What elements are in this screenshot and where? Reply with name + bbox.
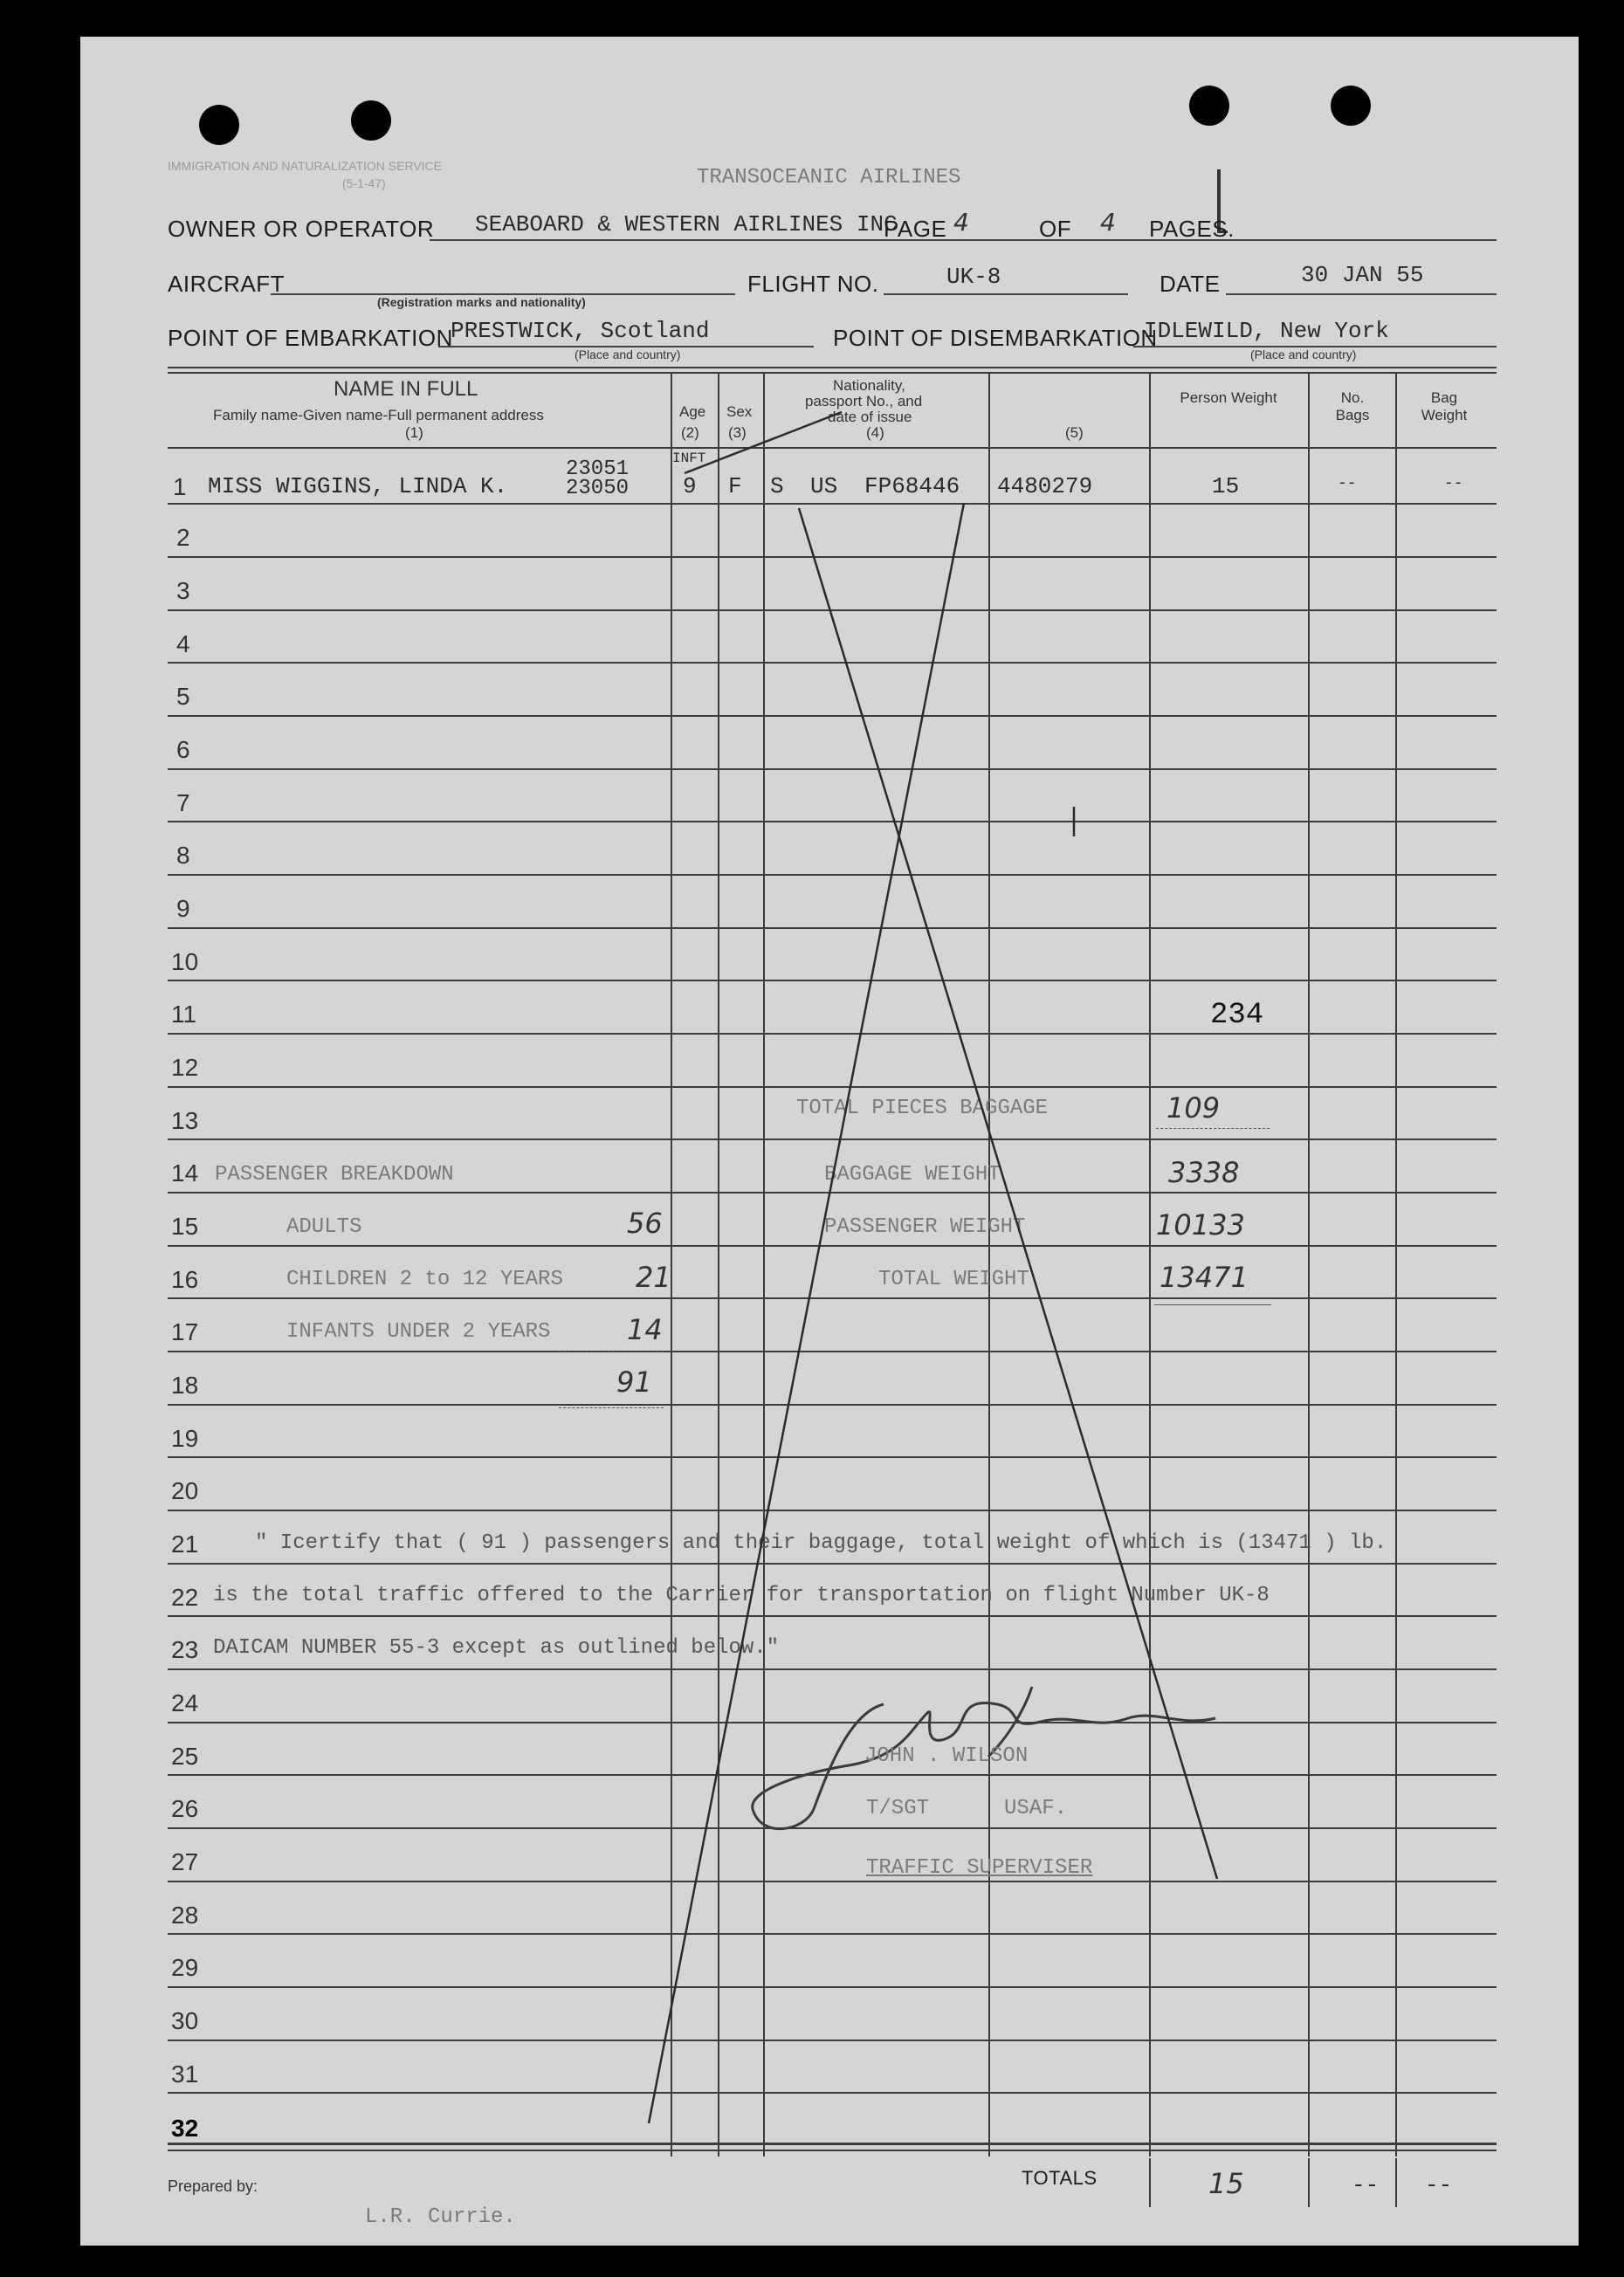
certification-line-2: is the total traffic offered to the Carrier for transportation on flight Number UK-8 bbox=[213, 1584, 1270, 1607]
row-number: 17 bbox=[171, 1318, 199, 1345]
col-nat-line3: date of issue bbox=[828, 409, 912, 425]
page-total-figure: 234 bbox=[1210, 999, 1264, 1032]
breakdown-total-value: 91 bbox=[616, 1366, 652, 1399]
row-number: 14 bbox=[171, 1159, 199, 1187]
col-no-bags: No. Bags bbox=[1335, 389, 1370, 423]
totals-person-weight: 15 bbox=[1208, 2167, 1244, 2200]
passenger-weight-label: PASSENGER WEIGHT bbox=[824, 1215, 1026, 1239]
prepared-name: L.R. Currie. bbox=[365, 2205, 516, 2229]
baggage-weight-value: 3338 bbox=[1168, 1156, 1240, 1189]
signature-name: JOHN . WILSON bbox=[864, 1744, 1029, 1768]
passenger-age: 9 bbox=[683, 473, 697, 499]
embark-value: PRESTWICK, Scotland bbox=[451, 318, 710, 344]
disembark-sub: (Place and country) bbox=[1250, 347, 1357, 361]
row-number: 29 bbox=[171, 1954, 199, 1981]
total-pieces-label: TOTAL PIECES BAGGAGE bbox=[796, 1097, 1049, 1120]
totals-no-bags: -- bbox=[1352, 2172, 1380, 2198]
col-nat-line1: Nationality, bbox=[833, 377, 905, 394]
row-number: 26 bbox=[171, 1795, 199, 1822]
owner-value: SEABOARD & WESTERN AIRLINES INC bbox=[475, 211, 898, 237]
total-pieces-value: 109 bbox=[1166, 1091, 1221, 1125]
passenger-sex: F bbox=[728, 473, 742, 499]
total-weight-value: 13471 bbox=[1160, 1261, 1249, 1294]
baggage-weight-label: BAGGAGE WEIGHT bbox=[824, 1163, 1001, 1187]
passenger-no-bags: -- bbox=[1338, 475, 1357, 492]
col-nat-line2: passport No., and bbox=[805, 393, 923, 409]
col-name-title: NAME IN FULL bbox=[334, 377, 478, 401]
row-number: 28 bbox=[171, 1902, 199, 1929]
cancellation-x bbox=[80, 37, 1579, 2246]
row-number: 32 bbox=[171, 2115, 199, 2142]
col-name-num: (1) bbox=[405, 424, 423, 441]
row-number: 5 bbox=[176, 683, 190, 710]
col-bag-weight: Bag Weight bbox=[1421, 389, 1468, 423]
row-number: 18 bbox=[171, 1372, 199, 1399]
row-number: 23 bbox=[171, 1636, 199, 1663]
disembark-label: POINT OF DISEMBARKATION bbox=[833, 325, 1158, 351]
col-5-num: (5) bbox=[1065, 424, 1084, 441]
col-name-sub: Family name-Given name-Full permanent address bbox=[213, 407, 544, 423]
disembark-value: IDLEWILD, New York bbox=[1144, 318, 1389, 344]
signature-title: TRAFFIC SUPERVISER bbox=[866, 1856, 1093, 1880]
col-sex-num: (3) bbox=[728, 424, 747, 441]
flight-label: FLIGHT NO. bbox=[747, 271, 879, 297]
breakdown-adults-label: ADULTS bbox=[286, 1215, 362, 1239]
row-number: 15 bbox=[171, 1213, 199, 1240]
breakdown-children-label: CHILDREN 2 to 12 YEARS bbox=[286, 1268, 563, 1291]
signature-rank: T/SGT bbox=[866, 1797, 930, 1820]
row-number: 6 bbox=[176, 736, 190, 763]
row-number: 10 bbox=[171, 948, 199, 975]
breakdown-infants-value: 14 bbox=[627, 1313, 663, 1346]
certification-line-1-prefix: " Icertify that ( 91 ) passengers and their baggage, total weight of which is ( bbox=[255, 1531, 1249, 1555]
passenger-address-bottom: 23050 bbox=[566, 477, 630, 500]
row-number: 21 bbox=[171, 1531, 199, 1558]
form-number: (5-1-47) bbox=[342, 176, 386, 190]
passenger-status: S bbox=[770, 473, 784, 499]
passenger-passport: FP68446 bbox=[864, 473, 960, 499]
row-number: 1 bbox=[173, 473, 187, 500]
page-total: 4 bbox=[1100, 208, 1116, 237]
top-stamp: TRANSOCEANIC AIRLINES bbox=[697, 166, 961, 189]
totals-label: TOTALS bbox=[1022, 2167, 1098, 2189]
breakdown-adults-value: 56 bbox=[627, 1207, 663, 1240]
col-person-weight: Person Weight bbox=[1180, 389, 1277, 406]
pages-label: PAGES. bbox=[1149, 216, 1235, 242]
row-number: 11 bbox=[171, 1001, 197, 1028]
footer-line-bags bbox=[1308, 2158, 1310, 2207]
flight-value: UK-8 bbox=[946, 264, 1001, 290]
col-nat-num: (4) bbox=[866, 424, 884, 441]
signature-service: USAF. bbox=[1004, 1797, 1068, 1820]
row-number: 27 bbox=[171, 1848, 199, 1875]
breakdown-title: PASSENGER BREAKDOWN bbox=[215, 1163, 454, 1187]
totals-bag-weight: -- bbox=[1425, 2172, 1453, 2198]
certification-line-1-suffix: ) lb. bbox=[1324, 1531, 1387, 1555]
owner-label: OWNER OR OPERATOR bbox=[168, 216, 435, 242]
passenger-weight-value: 10133 bbox=[1156, 1208, 1245, 1242]
embark-sub: (Place and country) bbox=[575, 347, 681, 361]
prepared-label: Prepared by: bbox=[168, 2177, 258, 2195]
passenger-person-weight: 15 bbox=[1212, 473, 1240, 499]
agency-line: IMMIGRATION AND NATURALIZATION SERVICE bbox=[168, 159, 442, 173]
row-number: 4 bbox=[176, 630, 190, 657]
passenger-name: MISS WIGGINS, LINDA K. bbox=[208, 473, 508, 499]
page-label: PAGE bbox=[884, 216, 947, 242]
breakdown-children-value: 21 bbox=[636, 1261, 671, 1294]
passenger-nationality: US bbox=[810, 473, 838, 499]
aircraft-sub: (Registration marks and nationality) bbox=[377, 295, 586, 309]
row-number: 16 bbox=[171, 1266, 199, 1293]
page-number: 4 bbox=[953, 208, 969, 237]
passenger-bag-weight: -- bbox=[1444, 475, 1463, 492]
passenger-age-mark: INFT bbox=[672, 451, 706, 466]
row-number: 31 bbox=[171, 2060, 199, 2088]
certification-line-3: DAICAM NUMBER 55-3 except as outlined below." bbox=[213, 1636, 780, 1660]
row-number: 13 bbox=[171, 1107, 199, 1134]
row-number: 19 bbox=[171, 1425, 199, 1452]
date-label: DATE bbox=[1160, 271, 1221, 297]
col-age-num: (2) bbox=[681, 424, 699, 441]
row-number: 7 bbox=[176, 789, 190, 816]
breakdown-infants-label: INFANTS UNDER 2 YEARS bbox=[286, 1320, 551, 1344]
col-sex-title: Sex bbox=[726, 403, 753, 420]
total-weight-label: TOTAL WEIGHT bbox=[878, 1268, 1029, 1291]
row-number: 8 bbox=[176, 842, 190, 869]
row-number: 30 bbox=[171, 2007, 199, 2034]
of-label: OF bbox=[1039, 216, 1072, 242]
row-number: 25 bbox=[171, 1743, 199, 1770]
row-number: 2 bbox=[176, 524, 190, 551]
footer-line-person bbox=[1149, 2158, 1151, 2207]
embark-label: POINT OF EMBARKATION bbox=[168, 325, 453, 351]
manifest-page bbox=[80, 37, 1579, 2246]
row-number: 12 bbox=[171, 1054, 199, 1081]
passenger-address-top: 23051 bbox=[566, 457, 630, 481]
row-number: 20 bbox=[171, 1477, 199, 1504]
col-age-title: Age bbox=[679, 403, 706, 420]
footer-line-bagweight bbox=[1395, 2158, 1397, 2207]
date-value: 30 JAN 55 bbox=[1301, 262, 1424, 288]
row-number: 3 bbox=[176, 577, 190, 604]
row-number: 22 bbox=[171, 1584, 199, 1611]
passenger-col5: 4480279 bbox=[997, 473, 1093, 499]
aircraft-label: AIRCRAFT bbox=[168, 271, 285, 297]
certification-weight-value: 13471 bbox=[1248, 1531, 1311, 1555]
row-number: 9 bbox=[176, 895, 190, 922]
row-number: 24 bbox=[171, 1689, 199, 1716]
